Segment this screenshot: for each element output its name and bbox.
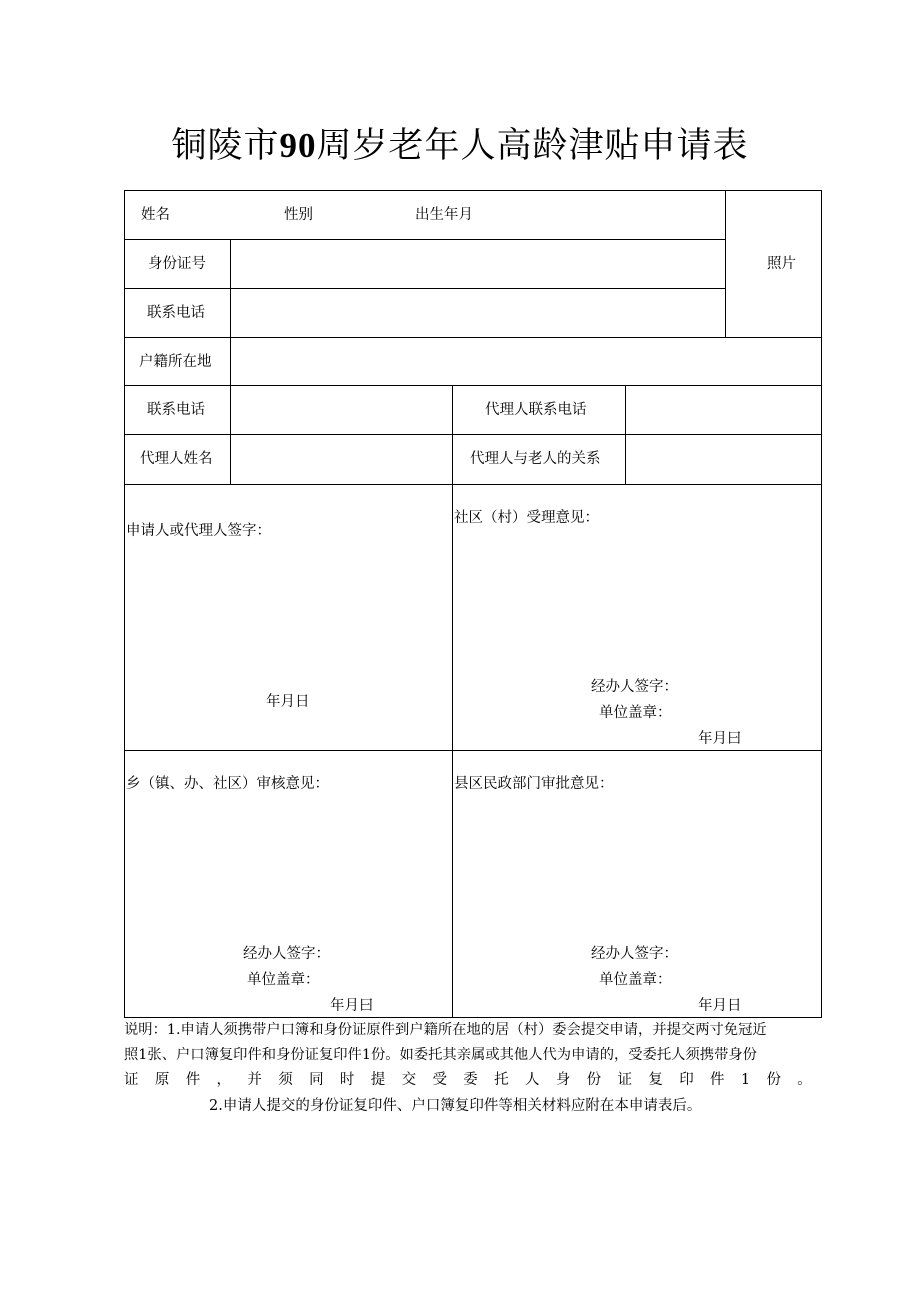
agent-name-label: 代理人姓名: [140, 451, 213, 467]
note-line-3-char: 人: [524, 1072, 540, 1088]
note-line-3-char: 印: [679, 1072, 694, 1088]
form-title: [0, 118, 920, 168]
town-handler-label: 经办人签字：: [243, 946, 330, 962]
county-seal-label: 单位盖章：: [599, 972, 672, 988]
birth-label: 出生年月: [415, 207, 473, 223]
community-opinion-label: 社区（村）受理意见：: [454, 510, 599, 526]
row-line-2: [124, 288, 726, 289]
title-number: 90: [279, 126, 317, 165]
row-line-7: [124, 750, 822, 751]
note-line-3-char: 件: [185, 1072, 201, 1088]
note-line-3-char: 。: [797, 1072, 812, 1088]
note-line-3-char: 身: [555, 1072, 571, 1088]
photo-divider: [725, 190, 726, 338]
mid-divider-upper: [452, 385, 453, 485]
town-seal-label: 单位盖章：: [247, 972, 320, 988]
note-line-3: [124, 1068, 812, 1092]
row-line-3: [124, 337, 822, 338]
applicant-date-label: 年月日: [266, 694, 310, 710]
id-number-label: 身份证号: [148, 256, 206, 272]
note-line-3-char: 并: [247, 1072, 262, 1088]
county-date-label: 年月日: [698, 998, 742, 1014]
mid-divider-lower: [452, 484, 453, 1018]
note-line-3-char: 委: [463, 1072, 478, 1088]
row-line-5: [124, 434, 822, 435]
note-line-3-char: 同: [309, 1072, 324, 1088]
note-line-4: 2.申请人提交的身份证复印件、户口簿复印件等相关材料应附在本申请表后。: [209, 1098, 702, 1114]
note-line-1: 说明：1.申请人须携带户口簿和身份证原件到户籍所在地的居（村）委会提交申请，并提交两寸免冠近: [124, 1022, 767, 1038]
community-seal-label: 单位盖章：: [599, 705, 672, 721]
note-line-3-char: 复: [648, 1072, 663, 1088]
photo-label: 照片: [767, 256, 796, 272]
agent-value-divider: [625, 385, 626, 485]
row-line-1: [124, 239, 726, 240]
note-line-3-char: 证: [617, 1072, 632, 1088]
note-line-3-char: 提: [370, 1072, 386, 1088]
note-line-3-char: 受: [432, 1072, 447, 1088]
gender-label: 性别: [284, 207, 313, 223]
phone-label: 联系电话: [147, 305, 205, 321]
agent-phone-label: 代理人联系电话: [485, 402, 587, 418]
note-line-3-char: 原: [154, 1072, 170, 1088]
phone2-label: 联系电话: [147, 402, 205, 418]
household-label: 户籍所在地: [139, 354, 212, 370]
label-divider: [230, 239, 231, 485]
town-opinion-label: 乡（镇、办、社区）审核意见：: [126, 776, 329, 792]
applicant-sign-label: 申请人或代理人签字：: [126, 523, 271, 539]
county-opinion-label: 县区民政部门审批意见：: [454, 776, 614, 792]
note-line-2: 照1张、户口簿复印件和身份证复印件1份。如委托其亲属或其他人代为申请的，受委托人须携带身份: [124, 1047, 757, 1063]
form-table: [124, 190, 822, 1018]
note-line-3-char: 须: [278, 1072, 293, 1088]
note-line-3-char: 件: [710, 1072, 725, 1088]
title-suffix: 周岁老年人高龄津贴申请表: [316, 126, 749, 166]
community-handler-label: 经办人签字：: [591, 679, 678, 695]
town-date-label: 年月曰: [330, 998, 374, 1014]
note-line-3-char: 托: [494, 1072, 509, 1088]
name-label: 姓名: [141, 207, 170, 223]
note-line-3-char: 交: [401, 1072, 417, 1088]
agent-relation-label: 代理人与老人的关系: [470, 451, 601, 467]
note-line-3-char: 1: [740, 1072, 751, 1088]
title-prefix: 铜陵市: [171, 126, 280, 166]
note-line-3-char: 证: [124, 1072, 139, 1088]
county-handler-label: 经办人签字：: [591, 946, 678, 962]
note-line-3-char: ，: [216, 1072, 232, 1088]
note-line-3-char: 份: [766, 1072, 781, 1088]
community-date-label: 年月曰: [698, 731, 742, 747]
row-line-6: [124, 484, 822, 485]
note-line-3-char: 份: [586, 1072, 602, 1088]
note-line-3-char: 时: [339, 1072, 355, 1088]
row-line-4: [124, 385, 822, 386]
